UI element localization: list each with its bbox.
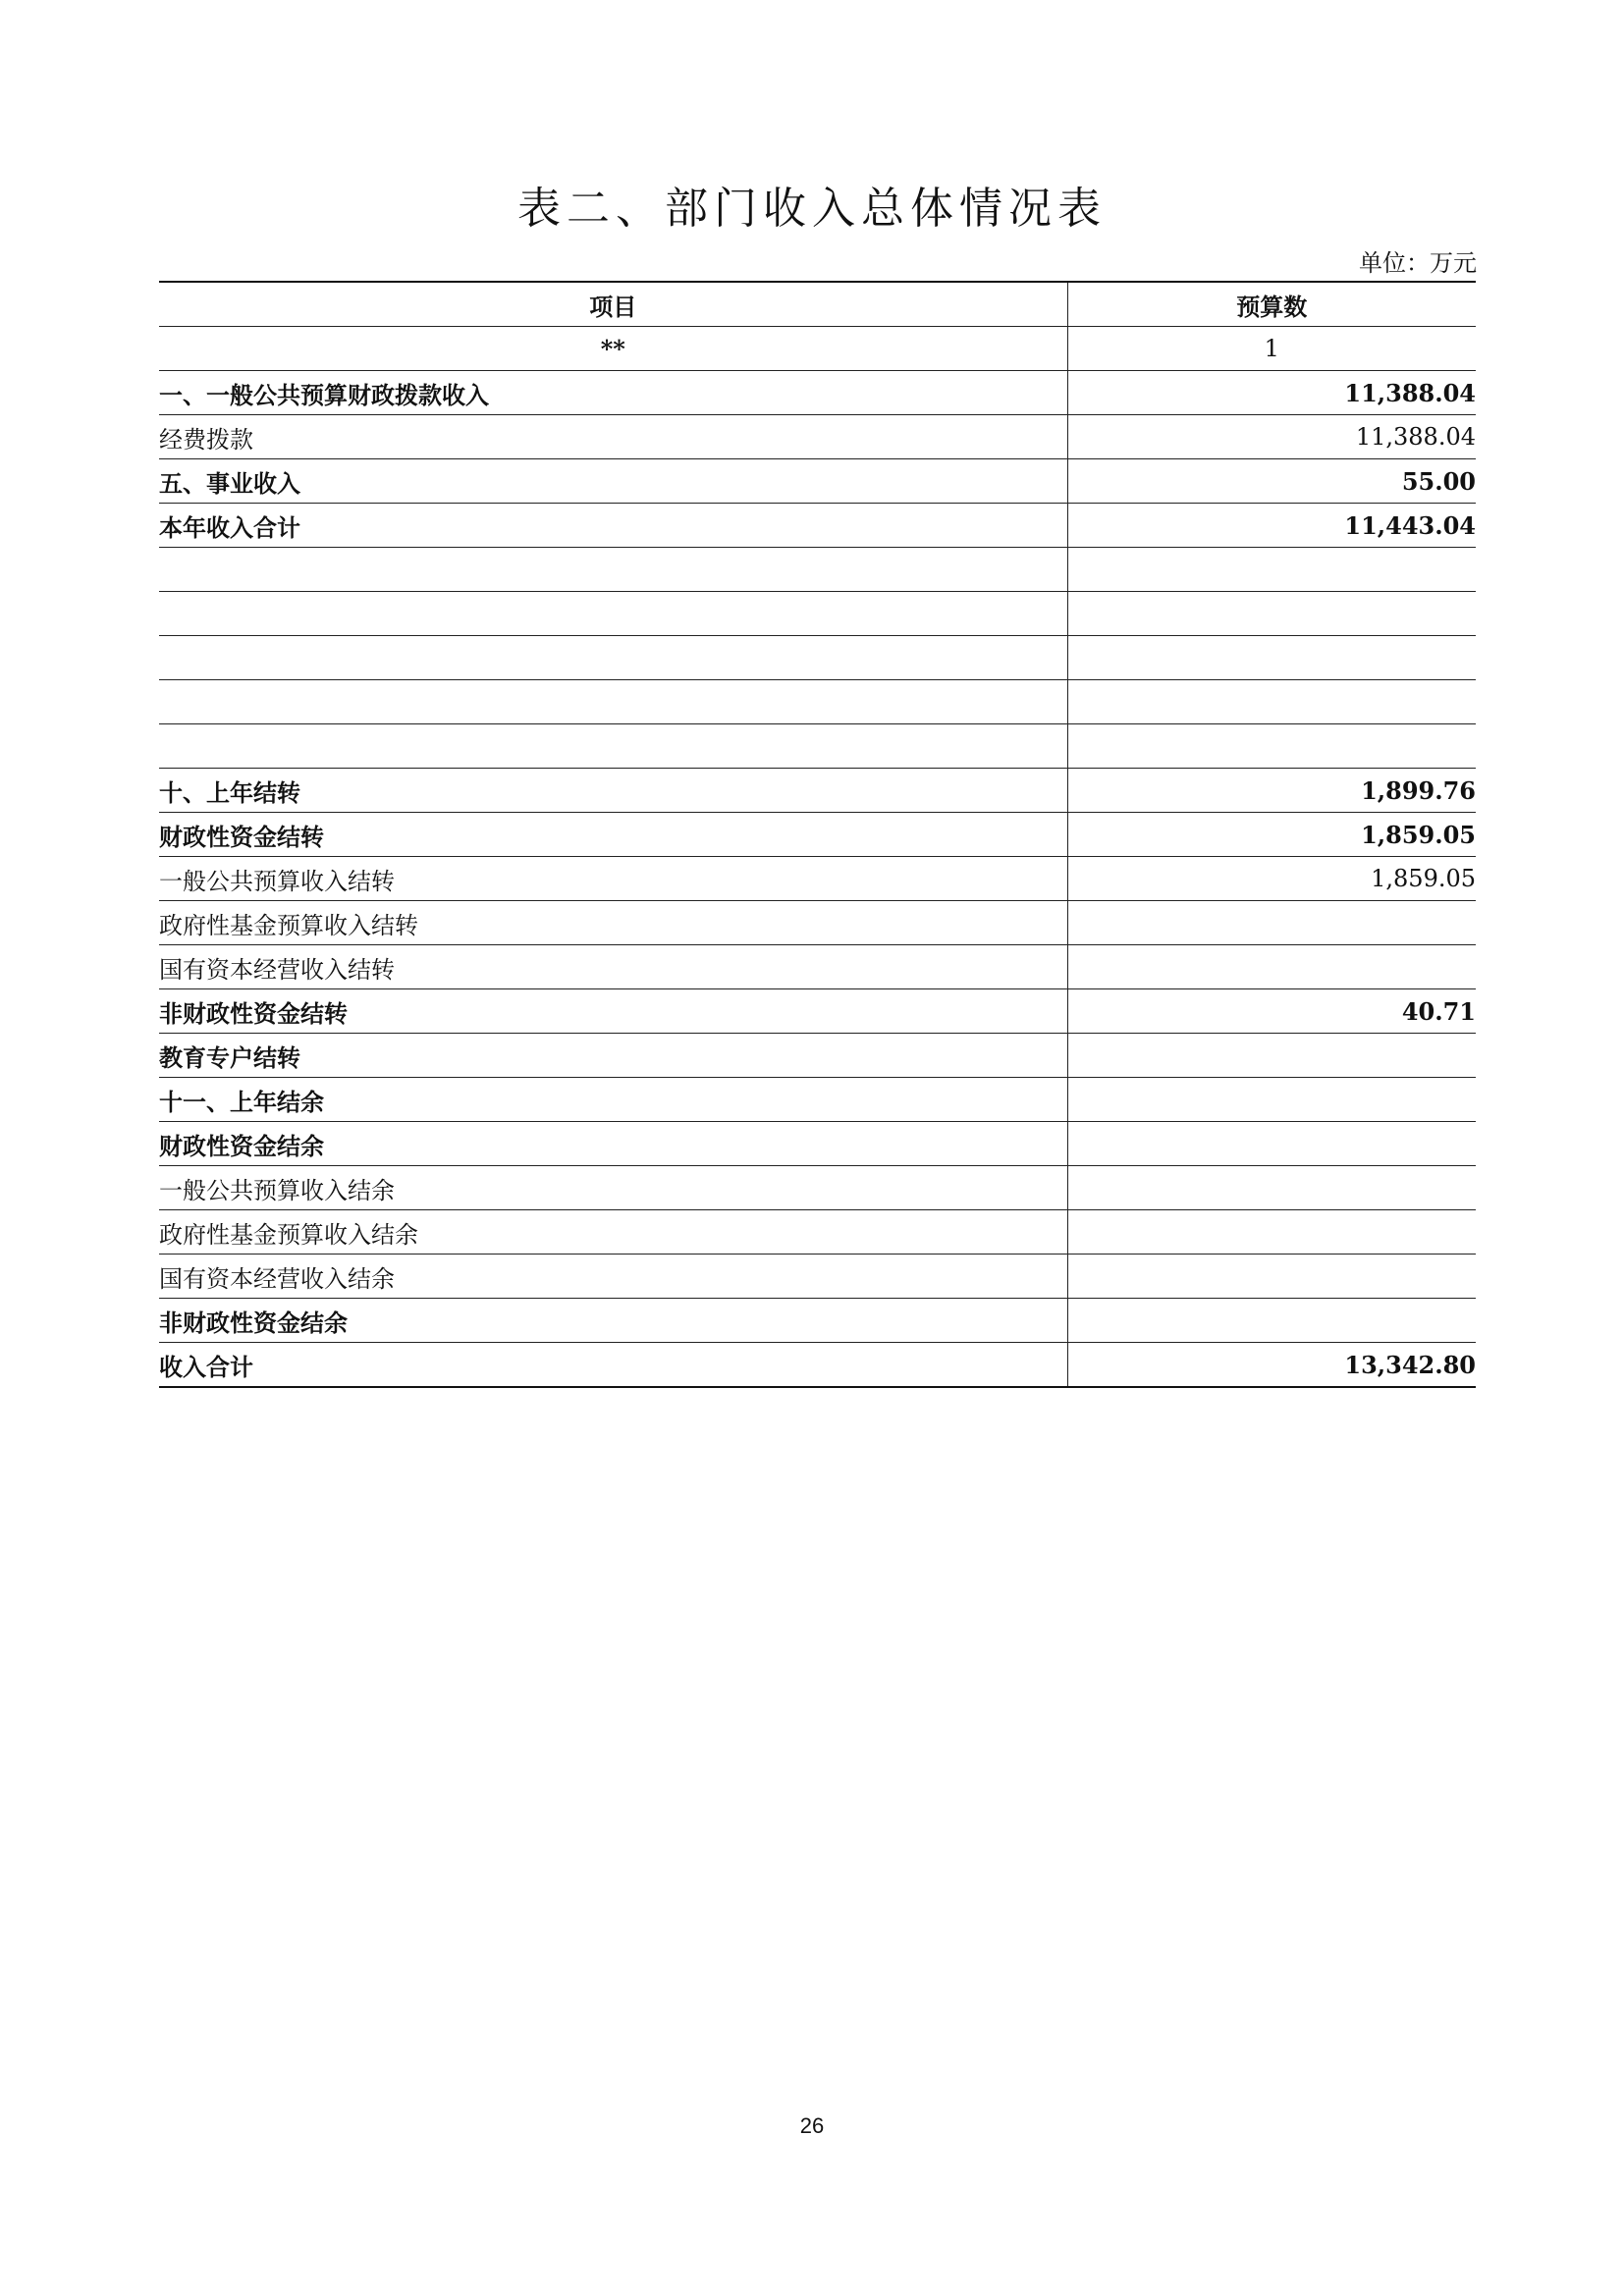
row-label: 非财政性资金结转 <box>159 989 1067 1034</box>
page-number: 26 <box>799 2113 825 2138</box>
row-label: 财政性资金结余 <box>159 1122 1067 1166</box>
table-row <box>159 1034 1476 1078</box>
row-label <box>159 680 1067 724</box>
table-row <box>159 592 1476 636</box>
row-value: 11,388.04 <box>1067 415 1476 459</box>
row-label: 政府性基金预算收入结转 <box>159 901 1067 945</box>
table-row <box>159 1299 1476 1343</box>
row-label: 五、事业收入 <box>159 459 1067 504</box>
table-row <box>159 459 1476 504</box>
row-label: 非财政性资金结余 <box>159 1299 1067 1343</box>
table-row <box>159 724 1476 769</box>
row-label: 经费拨款 <box>159 415 1067 459</box>
table-index-row <box>159 327 1476 371</box>
row-value: 11,443.04 <box>1067 504 1476 548</box>
row-value: 1,899.76 <box>1067 769 1476 813</box>
row-value <box>1067 1255 1476 1299</box>
row-value: 11,388.04 <box>1067 371 1476 415</box>
table-row <box>159 1166 1476 1210</box>
table-row <box>159 989 1476 1034</box>
table-row <box>159 636 1476 680</box>
table-row <box>159 680 1476 724</box>
row-value <box>1067 592 1476 636</box>
row-value: 13,342.80 <box>1067 1343 1476 1388</box>
table-row <box>159 504 1476 548</box>
header-budget: 预算数 <box>1067 282 1476 327</box>
row-label <box>159 592 1067 636</box>
row-value <box>1067 1034 1476 1078</box>
row-value <box>1067 1122 1476 1166</box>
table-row <box>159 371 1476 415</box>
row-value <box>1067 1166 1476 1210</box>
income-summary-table <box>159 281 1476 1388</box>
table-row <box>159 415 1476 459</box>
unit-label: 单位：万元 <box>1359 249 1477 277</box>
row-value <box>1067 1299 1476 1343</box>
row-label: 财政性资金结转 <box>159 813 1067 857</box>
table-row <box>159 548 1476 592</box>
header-item: 项目 <box>159 282 1067 327</box>
row-label: 一般公共预算收入结余 <box>159 1166 1067 1210</box>
table-row <box>159 813 1476 857</box>
table-row <box>159 769 1476 813</box>
row-value: 1,859.05 <box>1067 857 1476 901</box>
row-value <box>1067 548 1476 592</box>
row-label: 一、一般公共预算财政拨款收入 <box>159 371 1067 415</box>
index-budget: 1 <box>1067 327 1476 371</box>
table-header-row <box>159 282 1476 327</box>
row-value <box>1067 724 1476 769</box>
table-row <box>159 945 1476 989</box>
row-value: 40.71 <box>1067 989 1476 1034</box>
row-label: 政府性基金预算收入结余 <box>159 1210 1067 1255</box>
table-row <box>159 1210 1476 1255</box>
table-row <box>159 1122 1476 1166</box>
row-label: 十一、上年结余 <box>159 1078 1067 1122</box>
table-row <box>159 1255 1476 1299</box>
row-value <box>1067 636 1476 680</box>
row-label <box>159 636 1067 680</box>
table-body <box>159 371 1476 1388</box>
row-label: 国有资本经营收入结转 <box>159 945 1067 989</box>
row-label <box>159 724 1067 769</box>
table-row <box>159 1078 1476 1122</box>
row-value <box>1067 1210 1476 1255</box>
table-row <box>159 857 1476 901</box>
row-value <box>1067 945 1476 989</box>
row-value <box>1067 680 1476 724</box>
row-label: 一般公共预算收入结转 <box>159 857 1067 901</box>
page-title: 表二、部门收入总体情况表 <box>517 184 1107 234</box>
row-label <box>159 548 1067 592</box>
row-value <box>1067 901 1476 945</box>
row-label: 教育专户结转 <box>159 1034 1067 1078</box>
row-value: 55.00 <box>1067 459 1476 504</box>
row-label: 收入合计 <box>159 1343 1067 1388</box>
row-label: 十、上年结转 <box>159 769 1067 813</box>
row-label: 本年收入合计 <box>159 504 1067 548</box>
table-row <box>159 901 1476 945</box>
table-row <box>159 1343 1476 1388</box>
row-value <box>1067 1078 1476 1122</box>
row-value: 1,859.05 <box>1067 813 1476 857</box>
index-item: ** <box>159 327 1067 371</box>
row-label: 国有资本经营收入结余 <box>159 1255 1067 1299</box>
